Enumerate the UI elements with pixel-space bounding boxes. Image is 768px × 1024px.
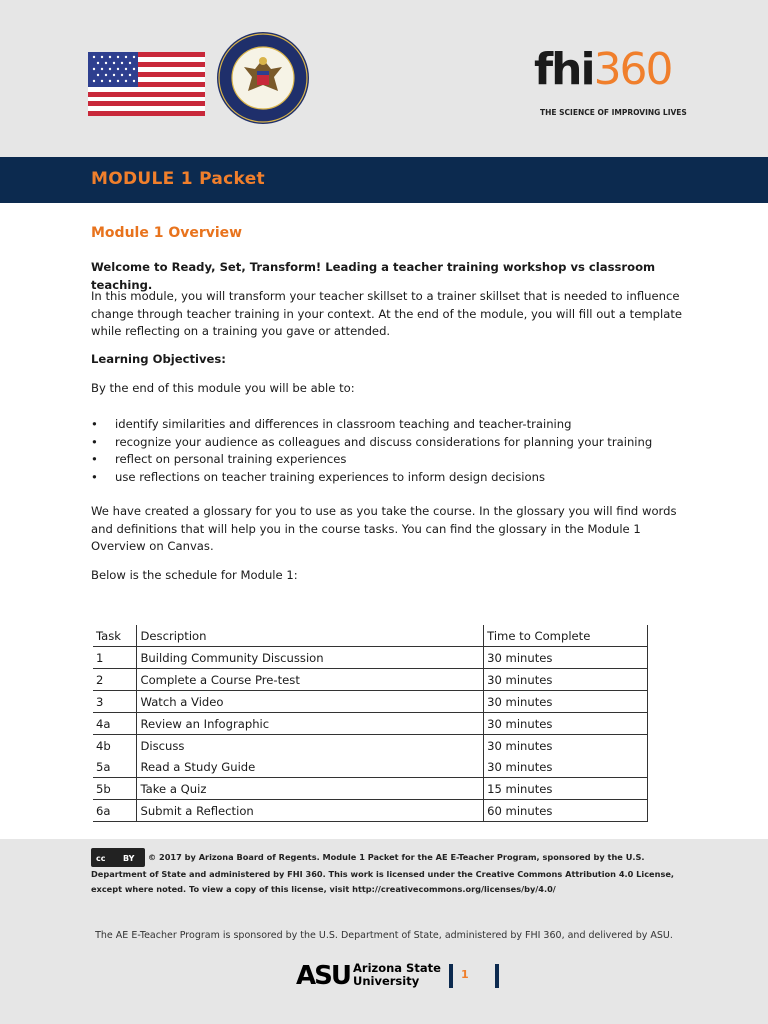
table-row xyxy=(93,800,648,822)
table-row xyxy=(93,735,648,757)
department-of-state-seal-icon xyxy=(216,31,310,125)
time-cell: 30 minutes xyxy=(484,713,648,735)
description-cell: Discuss xyxy=(137,735,484,757)
description-cell: Take a Quiz xyxy=(137,778,484,800)
time-cell: 30 minutes xyxy=(484,756,648,778)
page-divider-right xyxy=(495,964,499,988)
license-text: © 2017 by Arizona Board of Regents. Module 1 Packet for the AE E-Teacher Program, sponsored by the U.S. Department of State and administered by FHI 360. This work is licensed under the Creative Commons Attribution 4.0 License, except where noted. To view a copy of this license, visit http://creativecommons.org/licenses/by/4.0/ xyxy=(91,852,674,894)
fhi360-logo xyxy=(534,44,687,123)
task-cell: 3 xyxy=(93,691,137,713)
task-cell: 4a xyxy=(93,713,137,735)
section-title: Module 1 Overview xyxy=(91,225,243,241)
time-cell: 30 minutes xyxy=(484,669,648,691)
description-cell: Review an Infographic xyxy=(137,713,484,735)
main-content xyxy=(0,203,768,839)
asu-name-line-2: University xyxy=(353,974,420,988)
fhi-logo-number: 360 xyxy=(593,44,672,95)
task-cell: 5a xyxy=(96,759,111,774)
table-row xyxy=(93,756,648,778)
task-cell: 1 xyxy=(93,647,137,669)
intro-paragraph: In this module, you will transform your teacher skillset to a trainer skillset that is needed to influence change through teacher training in your context. At the end of the module, you will fill out a template while reflecting on a training you gave or attended. xyxy=(91,289,682,338)
page-title: MODULE 1 Packet xyxy=(91,169,265,189)
task-cell: 6a xyxy=(93,800,137,822)
glossary-paragraph: We have created a glossary for you to use as you take the course. In the glossary you will find words and definitions that will help you in the course tasks. You can find the glossary in the Module 1 Overview on Canvas. xyxy=(91,504,677,553)
time-cell: 60 minutes xyxy=(484,800,648,822)
objectives-heading: Learning Objectives: xyxy=(91,352,226,366)
column-header-task: Task xyxy=(96,628,122,643)
list-item: • reflect on personal training experiences xyxy=(91,451,652,469)
task-cell: 5b xyxy=(93,778,137,800)
fhi-logo-word: fhi xyxy=(534,44,594,95)
time-cell: 30 minutes xyxy=(484,647,648,669)
description-cell: Complete a Course Pre-test xyxy=(137,669,484,691)
list-item: • use reflections on teacher training experiences to inform design decisions xyxy=(91,469,652,487)
license-notice xyxy=(91,848,691,897)
objectives-lead: By the end of this module you will be able to: xyxy=(91,381,355,395)
page-number: 1 xyxy=(461,968,469,981)
description-cell: Watch a Video xyxy=(137,691,484,713)
time-cell: 30 minutes xyxy=(484,691,648,713)
welcome-text: Welcome to Ready, Set, Transform! Leading a teacher training workshop vs classroom teaching. xyxy=(91,260,656,292)
table-row xyxy=(93,669,648,691)
sponsor-line: The AE E-Teacher Program is sponsored by the U.S. Department of State, administered by FHI 360, and delivered by ASU. xyxy=(95,930,673,941)
column-header-time: Time to Complete xyxy=(484,625,648,647)
asu-name-line-1: Arizona State xyxy=(353,961,441,975)
schedule-table xyxy=(93,625,648,822)
table-row xyxy=(93,647,648,669)
asu-wordmark xyxy=(353,962,441,988)
page-header xyxy=(0,0,768,157)
list-item: • recognize your audience as colleagues and discuss considerations for planning your training xyxy=(91,434,652,452)
table-row xyxy=(93,713,648,735)
cc-by-icon xyxy=(91,848,145,867)
fhi-tagline: THE SCIENCE OF IMPROVING LIVES xyxy=(540,108,687,117)
asu-mark: ASU xyxy=(296,961,350,991)
table-row xyxy=(93,778,648,800)
column-header-description: Description xyxy=(137,625,484,647)
description-cell: Read a Study Guide xyxy=(137,756,484,778)
schedule-lead: Below is the schedule for Module 1: xyxy=(91,568,298,582)
objectives-list xyxy=(91,416,652,486)
cc-badge-by: BY xyxy=(123,854,135,863)
task-cell: 2 xyxy=(93,669,137,691)
time-cell: 30 minutes xyxy=(484,735,648,757)
us-flag-icon xyxy=(88,52,205,116)
list-item: • identify similarities and differences in classroom teaching and teacher-training xyxy=(91,416,652,434)
task-cell: 4b xyxy=(93,735,137,757)
table-row xyxy=(93,691,648,713)
time-cell: 15 minutes xyxy=(484,778,648,800)
cc-badge-text: cc xyxy=(96,854,106,863)
description-cell: Building Community Discussion xyxy=(137,647,484,669)
page-divider-left xyxy=(449,964,453,988)
table-header-row xyxy=(93,625,648,647)
description-cell: Submit a Reflection xyxy=(137,800,484,822)
module-banner xyxy=(0,157,768,203)
